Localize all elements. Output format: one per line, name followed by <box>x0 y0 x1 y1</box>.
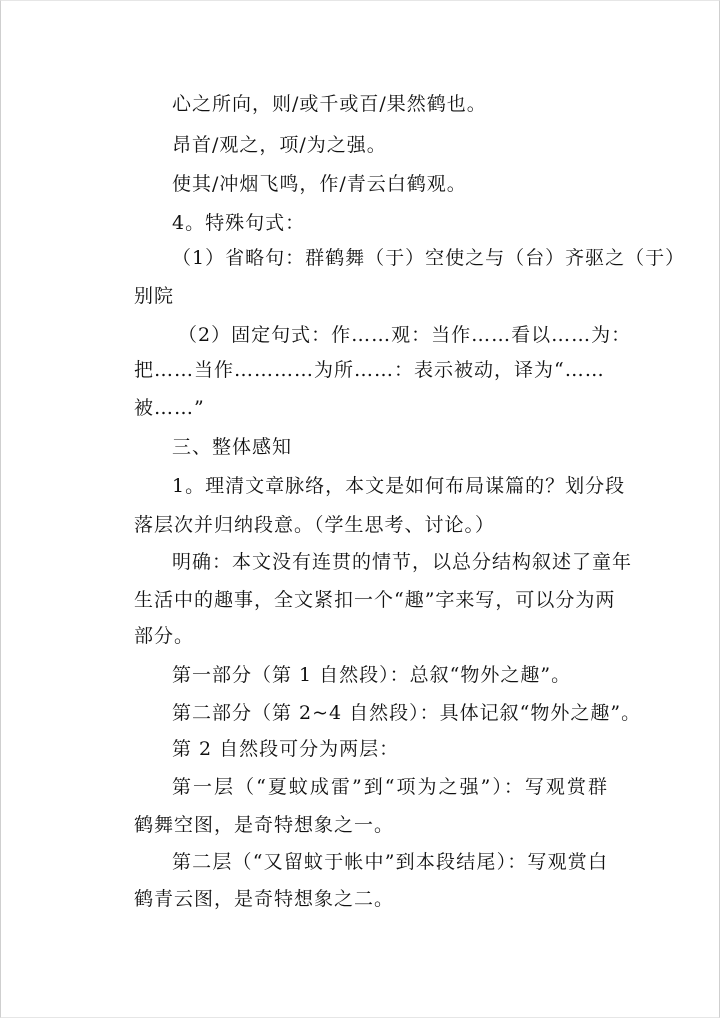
text-line: 明确：本文没有连贯的情节，以总分结构叙述了童年 <box>172 551 633 573</box>
text-line: 别院 <box>134 285 175 307</box>
text-line: 第二层（“又留蚊于帐中”到本段结尾）：写观赏白 <box>172 851 608 873</box>
text-line: 被……” <box>134 397 205 419</box>
text-line: 第二部分（第 2~4 自然段）：具体记叙“物外之趣”。 <box>172 702 642 724</box>
text-line: 使其/冲烟飞鸣，作/青云白鹤观。 <box>172 173 467 195</box>
text-line: 第一部分（第 1 自然段）：总叙“物外之趣”。 <box>172 664 572 686</box>
text-line: 生活中的趣事，全文紧扣一个“趣”字来写，可以分为两 <box>134 589 616 611</box>
text-line: 第 2 自然段可分为两层： <box>172 738 400 760</box>
text-line: 1。理清文章脉络，本文是如何布局谋篇的？划分段 <box>172 475 626 497</box>
text-line: 心之所向，则/或千或百/果然鹤也。 <box>172 93 487 115</box>
text-line: （2）固定句式：作……观：当作……看以……为： <box>178 324 632 346</box>
text-line: 部分。 <box>134 625 195 647</box>
text-line: 昂首/观之，项/为之强。 <box>172 134 387 156</box>
list-heading: 4。特殊句式： <box>172 212 306 234</box>
text-line: 把……当作…………为所……：表示被动，译为“…… <box>134 359 605 381</box>
section-heading: 三、整体感知 <box>172 436 293 458</box>
text-line: 鹤青云图，是奇特想象之二。 <box>134 888 395 910</box>
text-line: 第一层（“夏蚊成雷”到“项为之强”）：写观赏群 <box>172 776 608 798</box>
text-line: 落层次并归纳段意。（学生思考、讨论。） <box>134 514 496 536</box>
text-line: （1）省略句：群鹤舞（于）空使之与（台）齐驱之（于） <box>172 247 686 269</box>
text-line: 鹤舞空图，是奇特想象之一。 <box>134 814 395 836</box>
